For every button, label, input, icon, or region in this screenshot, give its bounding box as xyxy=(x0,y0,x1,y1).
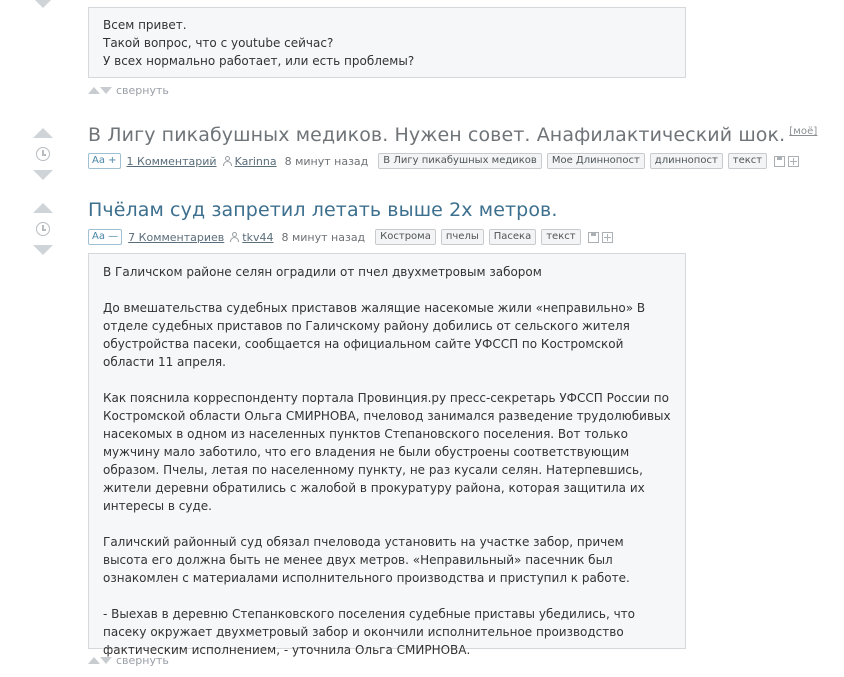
plus-icon[interactable] xyxy=(788,156,799,167)
tag[interactable]: В Лигу пикабушных медиков xyxy=(378,153,542,169)
story-title-text[interactable]: В Лигу пикабушных медиков. Нужен совет. Анафилактический шок. xyxy=(88,124,786,146)
comments-link[interactable]: 7 Комментариев xyxy=(128,230,225,244)
collapse-label: свернуть xyxy=(116,84,169,97)
story-title-text[interactable]: Пчёлам суд запретил летать выше 2х метров. xyxy=(88,199,558,221)
user-icon xyxy=(223,156,232,166)
vote-up-icon[interactable] xyxy=(33,203,53,213)
collapse-label: свернуть xyxy=(116,654,169,667)
tag[interactable]: текст xyxy=(728,153,767,169)
story-paragraph: До вмешательства судебных приставов жалящие насекомые жили «неправильно» В отделе судебных приставов по Галичскому району добились от сельского жителя обустройства пасеки, сообщается на официальном сайте УФССП по Костромской области 11 апреля. xyxy=(103,301,646,369)
story-paragraph: Как пояснила корреспонденту портала Провинция.ру пресс-секретарь УФССП России по Костромской области Ольга СМИРНОВА, пчеловод занимался разведение трудолюбивых насекомых в одном из населенных пунктов Степановского поселения. Вот только мужчину мало заботило, что его владения не были обустроены соответствующим образом. Пчелы, летая по населенному пункту, не раз кусали селян. Натерпевшись, жители деревни обратились с жалобой в прокуратуру района, которая защитила их интересы в суде. xyxy=(103,391,671,513)
vote-down-icon[interactable] xyxy=(33,245,53,255)
collapse-link[interactable] xyxy=(88,654,169,667)
author-name[interactable]: tkv44 xyxy=(242,230,274,244)
plus-icon[interactable] xyxy=(602,232,613,243)
story-text-box xyxy=(88,253,686,657)
author[interactable] xyxy=(230,231,273,244)
save-icon[interactable] xyxy=(774,156,785,167)
author-name[interactable]: Karinna xyxy=(234,154,277,168)
author[interactable] xyxy=(223,155,277,168)
collapse-up-icon xyxy=(88,87,100,94)
collapse-link[interactable] xyxy=(88,84,169,97)
story-text-line: Всем привет. xyxy=(103,18,187,32)
vote-down-icon[interactable] xyxy=(33,0,53,8)
story-paragraph: - Выехав в деревню Степанковского поселения судебные приставы убедились, что пасеку окружает двухметровый забор и окончили исполнительное производство фактическим исполнением, - уточнила Ольга СМИРНОВА. xyxy=(103,607,636,657)
tag[interactable]: Мое Длиннопост xyxy=(547,153,645,169)
tag[interactable]: Пасека xyxy=(489,229,536,245)
story-paragraph: Галичский районный суд обязал пчеловода установить на участке забор, причем высота его должна быть не менее двух метров. «Неправильный» пасечник был ознакомлен с материалами исполнительного производства и приступил к работе. xyxy=(103,535,630,585)
save-icon[interactable] xyxy=(588,232,599,243)
story-meta xyxy=(88,229,613,245)
tag[interactable]: текст xyxy=(541,229,580,245)
tag[interactable]: Кострома xyxy=(375,229,436,245)
collapse-down-icon xyxy=(100,87,112,94)
comments-link[interactable]: 1 Комментарий xyxy=(126,154,217,168)
font-size-toggle[interactable]: Аа — xyxy=(88,229,122,245)
post-time: 8 минут назад xyxy=(284,154,369,168)
story-paragraph: В Галичском районе селян оградили от пчел двухметровым забором xyxy=(103,265,542,279)
clock-icon xyxy=(36,222,50,236)
vote-up-icon[interactable] xyxy=(33,128,53,138)
clock-icon xyxy=(36,147,50,161)
more-link[interactable]: [моё] xyxy=(789,126,818,137)
tag[interactable]: длиннопост xyxy=(650,153,723,169)
post-time: 8 минут назад xyxy=(281,230,366,244)
story-title[interactable] xyxy=(88,199,558,221)
user-icon xyxy=(230,232,239,242)
story-text-line: У всех нормально работает, или есть проблемы? xyxy=(103,54,415,68)
tag[interactable]: пчелы xyxy=(441,229,484,245)
story-meta xyxy=(88,153,799,169)
story-title[interactable] xyxy=(88,124,817,146)
vote-down-icon[interactable] xyxy=(33,170,53,180)
font-size-toggle[interactable]: Аа + xyxy=(88,153,121,169)
collapse-down-icon xyxy=(100,657,112,664)
story-text-box xyxy=(88,7,686,78)
collapse-up-icon xyxy=(88,657,100,664)
story-text-line: Такой вопрос, что с youtube сейчас? xyxy=(103,36,334,50)
